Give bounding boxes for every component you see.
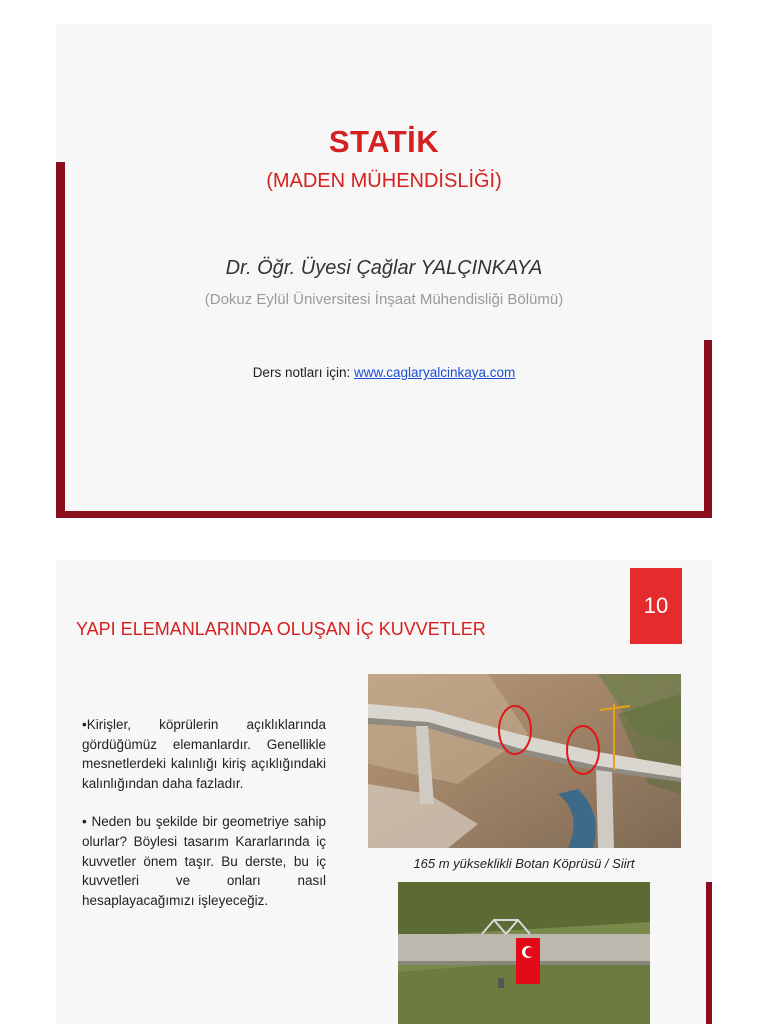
frame-left-bar <box>56 162 65 518</box>
title-slide <box>56 24 712 518</box>
body-text <box>82 715 326 929</box>
slide-title: STATİK <box>328 124 440 159</box>
slide-subtitle: (MADEN MÜHENDİSLİĞİ) <box>266 170 502 192</box>
section-title: YAPI ELEMANLARINDA OLUŞAN İÇ KUVVETLER <box>76 619 486 639</box>
paragraph-beams: •Kirişler, köprülerin açıklıklarında gördüğümüz elemanlardır. Genellikle mesnetlerdeki kalınlığı kiriş açıklığındaki kalınlığından daha fazladır. <box>82 717 326 791</box>
author-name: Dr. Öğr. Üyesi Çağlar YALÇINKAYA <box>225 257 543 279</box>
website-link[interactable]: www.caglaryalcinkaya.com <box>353 365 516 380</box>
paragraph-question: • Neden bu şekilde bir geometriye sahip olurlar? Böylesi tasarım Kararlarında iç kuvvetler önem taşır. Bu derste, bu iç kuvvetleri ve onları nasıl hesaplayacağımızı işleyeceğiz. <box>82 814 326 908</box>
frame-right-bar <box>706 882 712 1024</box>
frame-bottom-bar <box>56 511 712 518</box>
flag-bridge-photo-image <box>398 882 650 1024</box>
notes-line <box>56 365 712 380</box>
page-number-badge: 10 <box>630 568 682 644</box>
bridge-photo <box>368 674 681 848</box>
content-slide <box>56 560 712 1024</box>
author-affiliation: (Dokuz Eylül Üniversitesi İnşaat Mühendisliği Bölümü) <box>204 291 564 308</box>
bridge-photo-caption: 165 m yükseklikli Botan Köprüsü / Siirt <box>413 856 635 871</box>
notes-label: Ders notları için: <box>252 365 354 380</box>
bridge-photo-image <box>368 674 681 848</box>
turkish-flag-icon <box>516 938 540 984</box>
flag-bridge-photo <box>398 882 650 1024</box>
